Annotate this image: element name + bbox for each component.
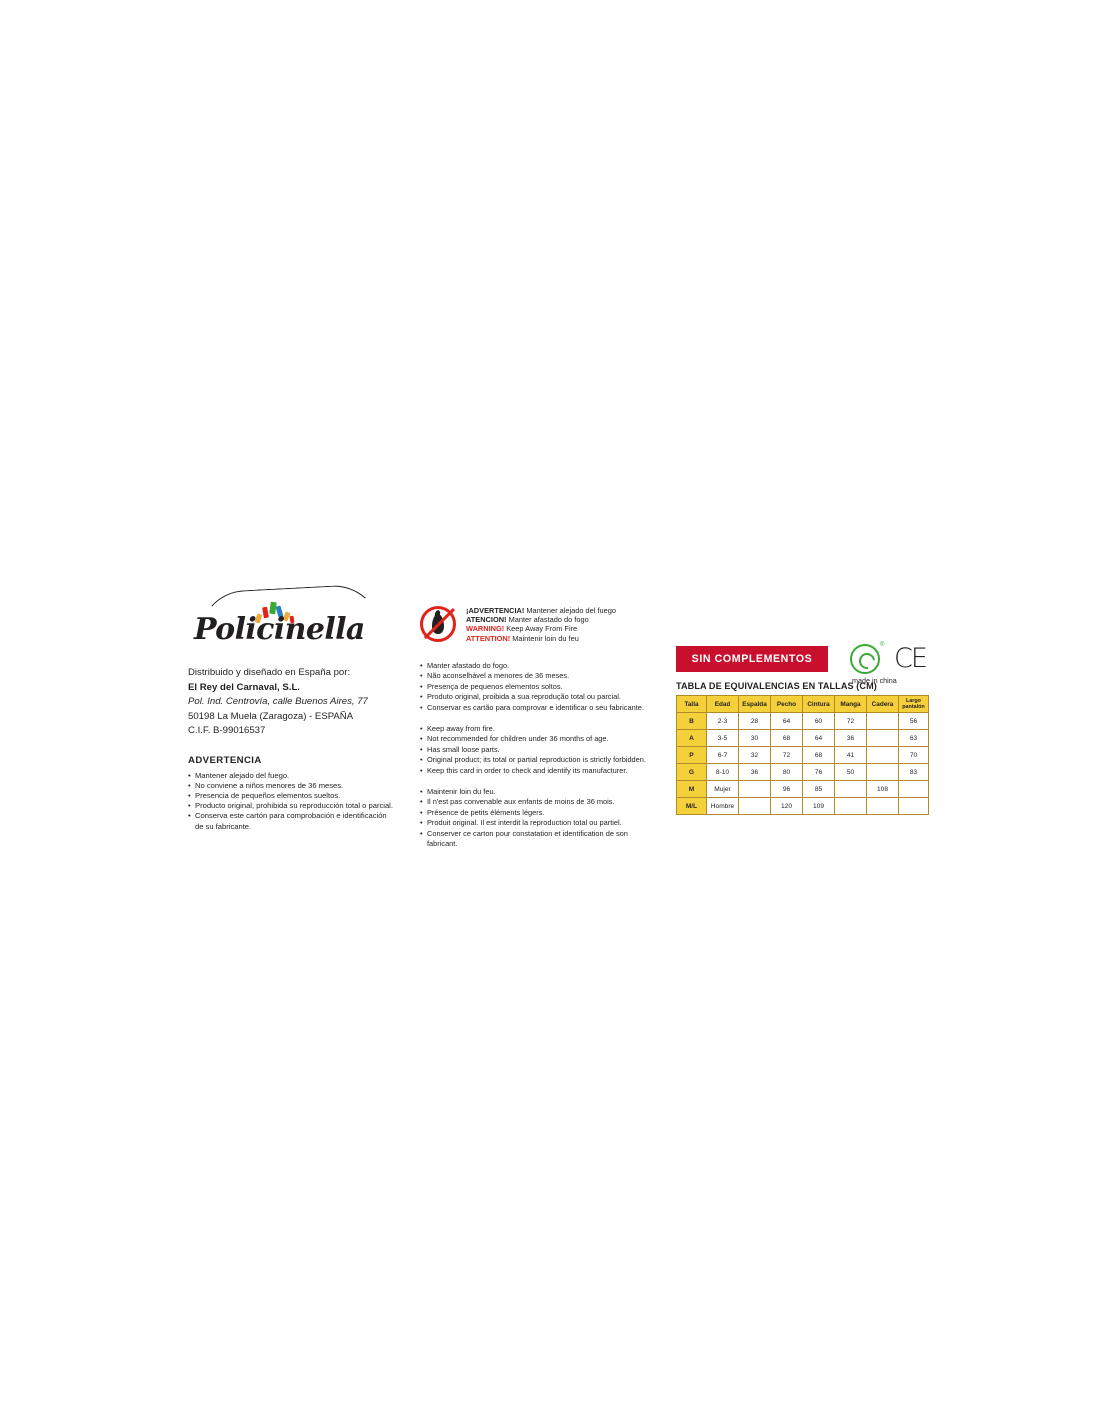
list-item: • Il n'est pas convenable aux enfants de moins de 36 mois. — [420, 797, 650, 807]
cell: 30 — [739, 730, 771, 747]
cell — [899, 798, 929, 815]
headline-pt-rest: Manter afastado do fogo — [506, 615, 589, 625]
size-table-title: TABLA DE EQUIVALENCIAS EN TALLAS (CM) — [676, 681, 877, 691]
list-item: • Não aconselhável a menores de 36 meses. — [420, 671, 650, 681]
cell-size: M — [677, 781, 707, 798]
warning-list-fr — [420, 787, 650, 849]
cell: 72 — [771, 747, 803, 764]
table-row — [677, 730, 929, 747]
list-item: • Produto original, proibida a sua reprodução total ou parcial. — [420, 692, 650, 702]
fr-block — [420, 787, 650, 849]
cell — [835, 781, 867, 798]
cell: 6-7 — [707, 747, 739, 764]
warning-list-es — [188, 771, 428, 832]
list-item-continuation: fabricant. — [427, 839, 458, 849]
cell: 32 — [739, 747, 771, 764]
cell: 28 — [739, 713, 771, 730]
right-column — [676, 642, 954, 815]
brand-logo — [188, 588, 388, 658]
warning-header — [420, 606, 650, 650]
cell-size: M/L — [677, 798, 707, 815]
cell: 120 — [771, 798, 803, 815]
headline-fr-rest: Maintenir loin du feu — [510, 633, 579, 643]
size-table — [676, 695, 929, 815]
cell: 36 — [739, 764, 771, 781]
cell — [739, 798, 771, 815]
list-item: • No conviene a niños menores de 36 meses. — [188, 781, 428, 791]
headline-en-strong: WARNING! — [466, 624, 505, 634]
address-line-1: Pol. Ind. Centrovía, calle Buenos Aires, 77 — [188, 696, 368, 707]
pt-block — [420, 661, 650, 713]
list-item: • Has small loose parts. — [420, 745, 650, 755]
headline-es — [466, 606, 616, 615]
cell — [835, 798, 867, 815]
headline-fr-strong: ATTENTION! — [466, 633, 511, 643]
cell: 70 — [899, 747, 929, 764]
list-item: • Maintenir loin du feu. — [420, 787, 650, 797]
cell: 85 — [803, 781, 835, 798]
cell — [867, 798, 899, 815]
cell: 41 — [835, 747, 867, 764]
cell-size: B — [677, 713, 707, 730]
headline-es-rest: Mantener alejado del fuego — [524, 606, 616, 615]
list-item: • Présence de petits éléments légers. — [420, 808, 650, 818]
cell: 108 — [867, 781, 899, 798]
list-item: • Presencia de pequeños elementos sueltos. — [188, 791, 428, 801]
list-item: • Manter afastado do fogo. — [420, 661, 650, 671]
cell — [867, 713, 899, 730]
cell-size: P — [677, 747, 707, 764]
cell: 8-10 — [707, 764, 739, 781]
col-header: Pecho — [771, 696, 803, 713]
list-item: • Keep this card in order to check and identify its manufacturer. — [420, 766, 650, 776]
list-item: • Not recommended for children under 36 months of age. — [420, 734, 650, 744]
warning-headlines — [466, 606, 616, 643]
list-item: • Conserva este cartón para comprobación e identificación — [188, 811, 428, 821]
cell — [867, 730, 899, 747]
registered-mark: ® — [880, 642, 885, 648]
col-header: Cintura — [803, 696, 835, 713]
en-block — [420, 724, 650, 776]
cell: Mujer — [707, 781, 739, 798]
cell: 96 — [771, 781, 803, 798]
cell: 36 — [835, 730, 867, 747]
warning-list-en — [420, 724, 650, 776]
col-header: Edad — [707, 696, 739, 713]
table-body — [677, 713, 929, 815]
cell: 80 — [771, 764, 803, 781]
distributor-block — [188, 666, 428, 739]
headline-fr — [466, 634, 616, 643]
certification-badges — [850, 644, 960, 690]
list-item: • Presença de pequenos elementos soltos. — [420, 682, 650, 692]
cell: 60 — [803, 713, 835, 730]
headline-pt — [466, 615, 616, 624]
headline-en — [466, 624, 616, 633]
table-row — [677, 764, 929, 781]
cell — [739, 781, 771, 798]
cell-size: G — [677, 764, 707, 781]
list-item: • Mantener alejado del fuego. — [188, 771, 428, 781]
recycle-icon — [850, 644, 880, 674]
headline-en-rest: Keep Away From Fire — [504, 624, 578, 634]
cell: Hombre — [707, 798, 739, 815]
table-row — [677, 798, 929, 815]
list-item: • Original product; its total or partial reproduction is strictly forbidden. — [420, 755, 650, 765]
table-row — [677, 747, 929, 764]
cell: 68 — [803, 747, 835, 764]
brand-name: Policinella — [194, 612, 365, 647]
left-column — [188, 588, 428, 832]
cell — [867, 747, 899, 764]
cell: 64 — [771, 713, 803, 730]
col-header: Manga — [835, 696, 867, 713]
distributed-by-label: Distribuido y diseñado en España por: — [188, 667, 351, 678]
table-row — [677, 713, 929, 730]
cell — [867, 764, 899, 781]
sin-complementos-badge: SIN COMPLEMENTOS — [676, 646, 828, 672]
cell — [899, 781, 929, 798]
company-name: El Rey del Carnaval, S.L. — [188, 681, 300, 693]
cell-size: A — [677, 730, 707, 747]
list-item: • Producto original, prohibida su reproducción total o parcial. — [188, 801, 428, 811]
cell: 56 — [899, 713, 929, 730]
list-item: • Conserver ce carton pour constatation et identification de son — [420, 829, 650, 839]
cell: 64 — [803, 730, 835, 747]
cif-number: C.I.F. B-99016537 — [188, 725, 266, 736]
ce-mark-icon: CE — [894, 643, 926, 674]
headline-pt-strong: ATENCION! — [466, 615, 507, 625]
made-in-china-label: made in china — [852, 676, 897, 685]
col-header: Cadera — [867, 696, 899, 713]
warning-heading: ADVERTENCIA — [188, 754, 262, 766]
col-header: Espalda — [739, 696, 771, 713]
cell: 109 — [803, 798, 835, 815]
middle-column — [420, 606, 650, 850]
list-item: • Conservar es cartão para comprovar e identificar o seu fabricante. — [420, 703, 650, 713]
cell: 3-5 — [707, 730, 739, 747]
cell: 63 — [899, 730, 929, 747]
address-line-2: 50198 La Muela (Zaragoza) - ESPAÑA — [188, 710, 354, 722]
cell: 50 — [835, 764, 867, 781]
cell: 68 — [771, 730, 803, 747]
list-item-continuation: de su fabricante. — [195, 821, 252, 831]
col-header: Talla — [677, 696, 707, 713]
no-fire-icon — [420, 606, 458, 644]
table-header-row — [677, 696, 929, 713]
table-row — [677, 781, 929, 798]
cell: 2-3 — [707, 713, 739, 730]
headline-es-strong: ¡ADVERTENCIA! — [466, 606, 525, 615]
warning-list-pt — [420, 661, 650, 713]
list-item: • Produit original. Il est interdit la reproduction total ou partiel. — [420, 818, 650, 828]
cell: 76 — [803, 764, 835, 781]
col-header: Largo pantalón — [899, 696, 929, 713]
cell: 83 — [899, 764, 929, 781]
cell: 72 — [835, 713, 867, 730]
list-item: • Keep away from fire. — [420, 724, 650, 734]
